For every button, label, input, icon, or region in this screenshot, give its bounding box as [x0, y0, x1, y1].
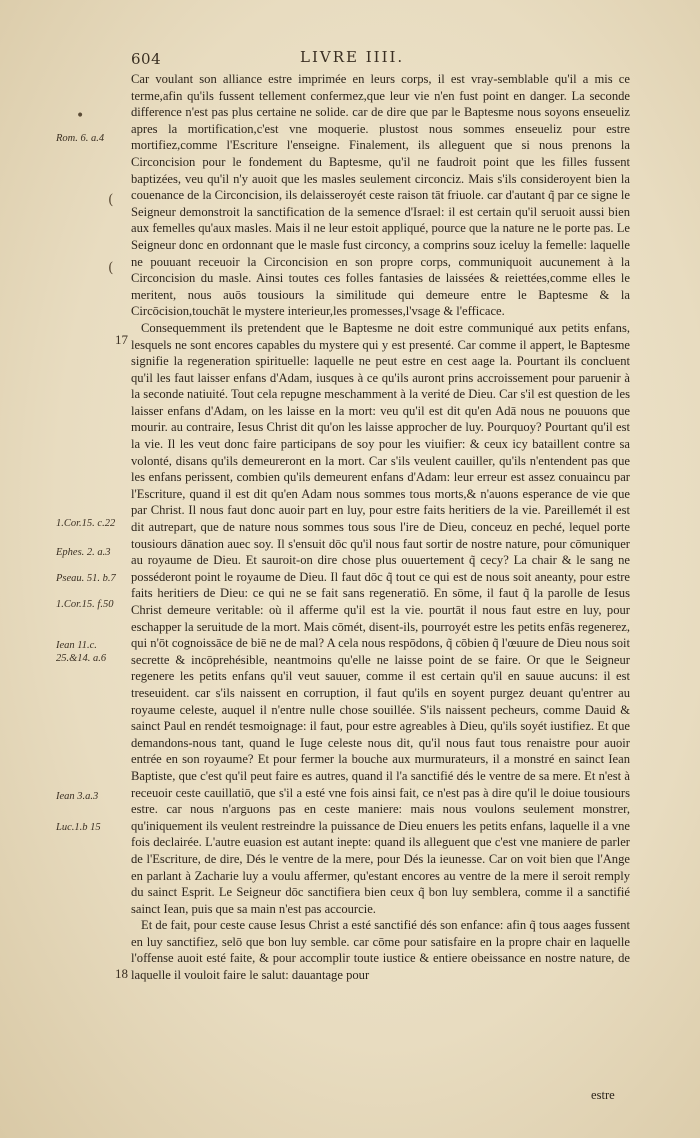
margin-note: Luc.1.b 15	[56, 822, 101, 833]
margin-note: 1.Cor.15. f.50	[56, 599, 114, 610]
paragraph: Consequemment ils pretendent que le Baptesme ne doit estre communiqué aux petits enfans, lesquels ne sont encores capables du mystere qui y est presenté. Car comme il appert, le Baptesme signifie la regeneration spirituelle: laquelle ne peut estre en cest aage la. Pourtant ils concluent qu'il les faut laisser enfans d'Adam, iusques à ce qu'ils auront prins accroissement pour paruenir à la seconde natiuité. Tout cela repugne meschamment à la verité de Dieu. Car s'il est question de les laisser enfans d'Adam, on les laisse en la mort: veu qu'il est dit qu'en Adā nous ne pouuons que mourir. au contraire, Iesus Christ dit qu'on les laisse approcher de luy. Pourquoy? Pourtant qu'il est la vie. Il les veut donc faire participans de soy pour les viuifier: & ceux icy bataillent contre sa volonté, disans qu'ils demeureront en la mort. Car s'ils veulent cauiller, qu'ils n'entendent pas que les enfans perissent, combien qu'ils demeurent enfans d'Adam: leur erreur est assez conuaincu par l'Escriture, quand il est dit qu'en Adam nous sommes tous morts,& n'auons esperance de vie que par Christ. Il nous faut donc auoir part en luy, pour estre faits heritiers de la vie. Pareillemét il est dit autrepart, que de nature nous sommes tous sous l'ire de Dieu, conceuz en peché, lequel porte tousiours dānation auec soy. Il s'ensuit dōc qu'il nous faut sortir de nostre nature, pour cōmuniquer au royaume de Dieu. Et sauroit-on dire chose plus ouuertement q̃ cecy? La chair & le sang ne posséderont point le royaume de Dieu. Il faut dōc q̃ tout ce qui est de nous soit aneanty, pour estre faits heritiers de Dieu: ce qui ne se fait sans regeneratiō. En sōme, il faut q̃ la parolle de Iesus Christ demeure veritable: où il afferme qu'il est la vie. pourtāt il nous faut estre en luy, pour eschapper la seruitude de la mort. Mais cōmét, disent-ils, pourroyét estre les petits enfās regenerez, qui n'ōt cognoissāce de biē ne de mal? A cela nous respōdons, q̃ cōbien q̃ l'œuure de Dieu nous soit secrette & incōprehésible, neantmoins qu'elle ne laisse point de se faire. Or que le Seigneur regenere les petits enfans qu'il veut sauuer, comme il est certain qu'il en sauue aucuns: il est treseuident. car s'ils naissent en corruption, il faut qu'ils en soyent purgez deuant qu'entrer au royaume celeste, auquel il n'entre nulle chose souillée. S'ils naissent pecheurs, comme Dauid & sainct Paul en rendét tesmoignage: il faut, pour estre agreables à Dieu, qu'ils soyét iustifiez. Et que demandons-nous tant, quand le Iuge celeste nous dit, qu'il nous faut tous renaistre pour auoir entrée en son royaume? Et pour fermer la bouche aux murmurateurs, il a monstré en sainct Iean Baptiste, que c'est qu'il peut faire es autres, quand il l'a sanctifié dés le ventre de sa mere. Et n'est à receuoir ceste cauillatiō, que s'il a esté vne fois ainsi fait, ce n'est pas à dire qu'il le doiue tousiours estre. car nous n'arguons pas en ceste maniere: mais nous voulons seulement monstrer, qu'iniquement ils veulent restreindre la puissance de Dieu enuers les petits enfans, laquelle il a vne fois declairée. L'autre euasion est autant inepte: quand ils alleguent que c'est vne maniere de parler de l'Escriture, de dire, Dés le ventre de la mere, pour Dés la ieunesse. Car on voit bien que l'Ange en parlant à Zacharie luy a voulu affermer, qu'estant encores au ventre de la mere il seroit remply du sainct Esprit. Le Seigneur dōc sanctifiera bien ceux q̃ bon luy semblera, comme il a sanctifié sainct Iean, puis que sa main n'est pas accourcie.	[131, 320, 630, 916]
margin-note: Iean 11.c. 25.&14. a.6	[56, 640, 107, 664]
margin-note: Pseau. 51. b.7	[56, 573, 116, 584]
margin-note: Rom. 6. a.4	[56, 133, 105, 144]
page-number: 604	[131, 50, 162, 68]
margin-note: Iean 3.a.3	[56, 791, 99, 802]
margin-bracket-icon: (	[108, 192, 114, 208]
paragraph: Car voulant son alliance estre imprimée en leurs corps, il est vray-semblable qu'il a mis ce terme,afin qu'ils fussent tellement confermez,que leur vie n'en fust point en danger. La seconde difference n'est pas plus certaine ne solide. car de dire que par le Baptesme nous soyons enseueliz apres la mortification,c'est vne moquerie. plustost nous sommes enseueliz pour estre mortifiez,comme l'Escriture l'enseigne. Finalement, ils alleguent que si nous prenons la Circoncision pour le fondement du Baptesme, qu'il ne faudroit point que les filles fussent baptizées, veu qu'il n'y auoit que les masles seulement circonciz. Mais s'ils consideroyent bien la couenance de la Circoncision, ils delaisseroyét ceste raison tāt friuole. car d'autant q̃ par ce signe le Seigneur demonstroit la sanctification de la semence d'Israel: il est certain qu'il seruoit aussi bien aux femelles qu'aux masles. Mais il ne leur estoit appliqué, pource que la nature ne le porte pas. Le Seigneur donc en ordonnant que le masle fust circoncy, a comprins souz iceluy la femelle: laquelle ne pouuant receuoir la Circoncision en son propre corps, communiquoit aucunement à la Circoncision du masle. Ainsi toutes ces folles fantasies de laissées & reiettées,comme elles le meritent, nous auōs tousiours la similitude qui demeure entre le Baptesme & la Circōcision,touchāt le mystere interieur,les promesses,l'vsage & l'efficace.	[131, 72, 630, 319]
running-head: LIVRE IIII.	[300, 48, 405, 66]
margin-note: Ephes. 2. a.3	[56, 547, 111, 558]
body-text	[131, 71, 630, 984]
margin-bracket-icon: (	[108, 260, 114, 276]
paragraph-number: 17	[115, 332, 128, 347]
margin-note: 1.Cor.15. c.22	[56, 518, 116, 529]
margin-mark-icon: •	[76, 108, 85, 124]
paragraph-number: 18	[115, 966, 128, 981]
paragraph: Et de fait, pour ceste cause Iesus Christ a esté sanctifié dés son enfance: afin q̃ tous aages fussent en luy sanctifiez, selō que bon luy semble. car cōme pour satisfaire en la propre chair en laquelle l'offense auoit esté faite, & pour accomplir toute iustice & entiere obeissance en nostre nature, de laquelle il vouloit faire le salut: dauantage pour	[131, 918, 630, 983]
catchword: estre	[591, 1088, 615, 1102]
